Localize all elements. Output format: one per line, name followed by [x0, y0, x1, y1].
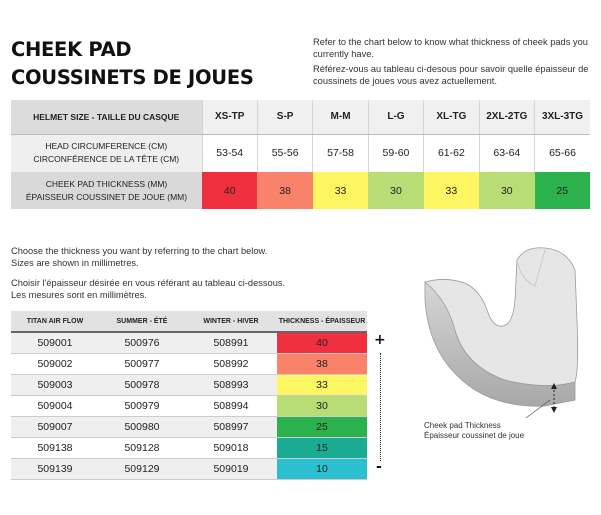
title-line-fr: COUSSINETS DE JOUES: [11, 66, 254, 89]
thickness-cell: 30: [368, 172, 423, 209]
plus-sign: +: [374, 332, 386, 348]
part-number-winter: 508994: [185, 395, 277, 416]
table-row: [11, 395, 367, 416]
circumference-cell: 55-56: [257, 134, 312, 172]
thickness-value: 25: [277, 416, 367, 437]
thickness-cell: 40: [202, 172, 257, 209]
circumference-cell: 53-54: [202, 134, 257, 172]
table-row: [11, 332, 367, 353]
choose-text-en: [11, 246, 267, 269]
part-number-titan: 509139: [11, 458, 99, 479]
part-number-winter: 508991: [185, 332, 277, 353]
size-cell: L-G: [368, 100, 423, 134]
circumference-label-fr: CIRCONFÉRENCE DE LA TÊTE (CM): [33, 154, 180, 165]
circumference-cell: 63-64: [479, 134, 534, 172]
cheek-pad-illustration: [395, 240, 595, 420]
part-number-summer: 500977: [99, 353, 185, 374]
part-number-summer: 509128: [99, 437, 185, 458]
thickness-label: [11, 172, 202, 209]
thickness-cell: 33: [313, 172, 368, 209]
choose-line: Choisir l'épaisseur désirée en vous référant au tableau ci-dessous.: [11, 278, 286, 288]
choose-line: Sizes are shown in millimetres.: [11, 257, 139, 268]
part-number-titan: 509004: [11, 395, 99, 416]
circumference-label: [11, 134, 202, 172]
parts-table-body: [11, 332, 367, 479]
part-number-summer: 500979: [99, 395, 185, 416]
thickness-cell: 33: [424, 172, 479, 209]
size-header-label: HELMET SIZE - TAILLE DU CASQUE: [11, 100, 202, 134]
part-number-summer: 500978: [99, 374, 185, 395]
size-header-row: [11, 100, 590, 134]
part-number-summer: 509129: [99, 458, 185, 479]
minus-sign: -: [376, 459, 382, 475]
size-cell: M-M: [313, 100, 368, 134]
caption-fr: Épaisseur coussinet de joue: [424, 431, 525, 440]
title-line-en: CHEEK PAD: [11, 38, 132, 61]
circumference-cell: 57-58: [313, 134, 368, 172]
part-number-summer: 500980: [99, 416, 185, 437]
thickness-value: 15: [277, 437, 367, 458]
illustration-caption: [424, 421, 524, 441]
part-number-titan: 509003: [11, 374, 99, 395]
parts-header-row: [11, 311, 367, 332]
column-header-thickness: THICKNESS - ÉPAISSEUR: [277, 311, 367, 332]
page-title: [11, 36, 254, 92]
table-row: [11, 437, 367, 458]
part-number-summer: 500976: [99, 332, 185, 353]
size-cell: XL-TG: [424, 100, 479, 134]
choose-line: Les mesures sont en millimètres.: [11, 289, 147, 300]
part-number-titan: 509002: [11, 353, 99, 374]
thickness-value: 30: [277, 395, 367, 416]
caption-en: Cheek pad Thickness: [424, 421, 501, 430]
part-number-winter: 509018: [185, 437, 277, 458]
thickness-label-fr: ÉPAISSEUR COUSSINET DE JOUE (MM): [25, 191, 188, 202]
column-header-summer: SUMMER - ÉTÉ: [99, 311, 185, 332]
parts-table: [11, 311, 367, 480]
circumference-cell: 65-66: [535, 134, 590, 172]
table-row: [11, 416, 367, 437]
choose-text-fr: [11, 278, 285, 301]
part-number-titan: 509001: [11, 332, 99, 353]
intro-text-en: Refer to the chart below to know what thickness of cheek pads you currently have.: [313, 37, 588, 59]
intro-text-fr: Référez-vous au tableau ci-desous pour savoir quelle épaisseur de coussinets de joues vous avez actuellement.: [313, 64, 589, 86]
part-number-winter: 508993: [185, 374, 277, 395]
thickness-value: 10: [277, 458, 367, 479]
thickness-cell: 25: [535, 172, 590, 209]
thickness-label-en: CHEEK PAD THICKNESS (MM): [45, 178, 168, 189]
size-cell: 2XL-2TG: [479, 100, 534, 134]
size-cell: XS-TP: [202, 100, 257, 134]
thickness-cell: 38: [257, 172, 312, 209]
thickness-cell: 30: [479, 172, 534, 209]
table-row: [11, 374, 367, 395]
column-header-winter: WINTER - HIVER: [185, 311, 277, 332]
thickness-scale-line: [380, 353, 381, 461]
circumference-row: [11, 134, 590, 172]
thickness-value: 40: [277, 332, 367, 353]
size-table: [11, 100, 590, 209]
thickness-row: [11, 172, 590, 209]
circumference-label-en: HEAD CIRCUMFERENCE (CM): [45, 141, 168, 152]
part-number-winter: 508992: [185, 353, 277, 374]
size-cell: S-P: [257, 100, 312, 134]
circumference-cell: 59-60: [368, 134, 423, 172]
part-number-titan: 509138: [11, 437, 99, 458]
choose-line: Choose the thickness you want by referring to the chart below.: [11, 246, 268, 256]
size-cell: 3XL-3TG: [535, 100, 590, 134]
circumference-cell: 61-62: [424, 134, 479, 172]
part-number-titan: 509007: [11, 416, 99, 437]
table-row: [11, 458, 367, 479]
thickness-value: 33: [277, 374, 367, 395]
part-number-winter: 509019: [185, 458, 277, 479]
thickness-value: 38: [277, 353, 367, 374]
table-row: [11, 353, 367, 374]
part-number-winter: 508997: [185, 416, 277, 437]
column-header-titan: TITAN AIR FLOW: [11, 311, 99, 332]
